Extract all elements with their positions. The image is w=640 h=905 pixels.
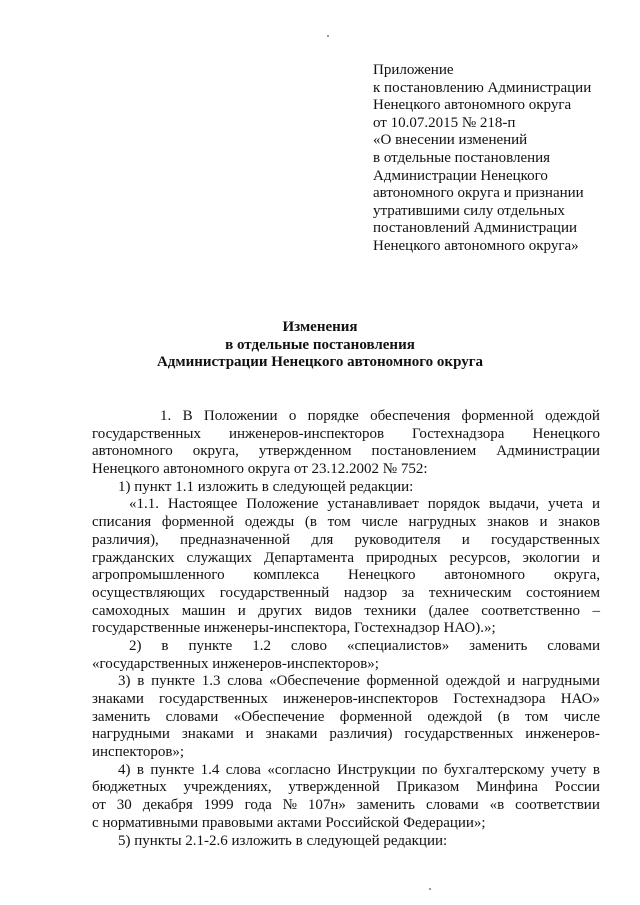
scan-speck	[327, 35, 329, 37]
body-line	[92, 815, 600, 833]
body-line	[92, 709, 600, 727]
body-word: слова	[227, 673, 263, 690]
body-word: заменить	[92, 708, 151, 725]
body-word: пункте	[150, 761, 195, 778]
body-word: техники	[364, 602, 417, 619]
body-word: государственных	[404, 726, 514, 743]
document-body	[92, 408, 600, 850]
header-line: «О внесении изменений	[373, 132, 528, 149]
body-word: порядке	[307, 408, 359, 424]
body-word: одежды	[244, 514, 295, 531]
body-word: (далее	[428, 602, 469, 619]
body-word: агропромышленного	[92, 567, 225, 584]
body-word: том	[525, 708, 549, 725]
body-word: форменной	[161, 514, 235, 531]
title-line: Администрации Ненецкого автономного округа	[156, 354, 484, 371]
body-word: видов	[314, 602, 352, 619]
body-line	[92, 656, 600, 674]
body-word: 107н»	[307, 797, 346, 814]
body-line	[92, 567, 600, 585]
body-word: предназначенной	[179, 531, 291, 548]
body-line	[92, 762, 600, 780]
body-word: бухгалтерскому	[443, 761, 545, 778]
body-word: В	[182, 408, 193, 424]
body-word: соответствии	[515, 797, 600, 814]
body-line	[92, 691, 600, 709]
header-line: Ненецкого автономного округа	[373, 97, 572, 114]
body-word: выдачи,	[488, 496, 540, 513]
body-word: состоянием	[526, 584, 600, 601]
body-line	[92, 744, 600, 762]
body-word: 2)	[129, 637, 142, 654]
title-line: Изменения	[282, 319, 358, 335]
body-line-text: 1) пункт 1.1 изложить в следующей редакции:	[118, 478, 414, 495]
body-word: других	[258, 602, 303, 619]
body-word: форменной	[366, 673, 439, 690]
header-line: от 10.07.2015 № 218-п	[373, 114, 516, 131]
body-word: различия)	[329, 726, 393, 743]
body-word: надзор	[343, 584, 388, 601]
body-word: 30	[116, 797, 132, 814]
body-word: государственный	[219, 584, 330, 601]
body-word: (в	[497, 708, 510, 725]
body-line	[92, 726, 600, 744]
body-word: «согласно	[267, 761, 331, 778]
body-word: Приказом	[396, 779, 460, 796]
body-line	[92, 797, 600, 815]
header-line: постановлений Администрации	[373, 220, 578, 237]
body-word: одеждой	[545, 408, 600, 424]
body-word: и	[591, 496, 600, 513]
body-word: государственных	[158, 691, 268, 707]
body-word: порядок	[427, 496, 481, 513]
header-line: утратившими силу отдельных	[373, 202, 565, 219]
body-line	[92, 673, 600, 691]
body-word: Ненецкого	[532, 425, 600, 442]
body-word: заменить	[469, 637, 528, 654]
body-word: Гостехнадзора	[453, 691, 546, 707]
body-word: №	[282, 797, 297, 814]
body-word: Инструкции	[337, 761, 416, 778]
body-line	[92, 532, 600, 550]
body-line	[92, 443, 600, 461]
header-line: Администрации Ненецкого	[373, 167, 548, 184]
body-word: «в	[489, 797, 505, 814]
body-line-text: инспекторов»;	[92, 744, 185, 761]
body-word: округа,	[192, 443, 239, 460]
body-word: 4)	[118, 761, 131, 778]
body-word: осуществляющих	[92, 584, 206, 601]
title-line: в отдельные постановления	[225, 336, 415, 353]
body-word: учреждениях,	[183, 779, 272, 796]
body-word: в	[137, 673, 145, 690]
body-word: инженеров-инспекторов	[283, 691, 439, 707]
body-word: Департамента	[264, 549, 355, 566]
body-word: машин	[181, 602, 226, 619]
body-line	[92, 496, 600, 514]
body-word: знаков	[558, 514, 600, 531]
body-line	[92, 585, 600, 603]
body-word: и	[245, 726, 254, 743]
body-word: пункте	[151, 673, 195, 690]
body-line	[92, 426, 600, 444]
body-word: нагрудными	[92, 726, 170, 743]
body-word: «Обеспечение	[269, 673, 360, 690]
body-line	[92, 479, 600, 497]
body-word: (в	[304, 514, 317, 531]
body-word: одеждой	[427, 708, 483, 725]
body-word: природных	[366, 549, 438, 566]
body-word: 1999	[203, 797, 234, 814]
body-word: года	[244, 797, 272, 814]
body-word: автономного	[92, 443, 173, 460]
body-word: государственных	[92, 425, 201, 442]
body-word: числе	[361, 514, 398, 531]
body-word: экологии	[522, 549, 580, 566]
body-word: Положение	[246, 496, 319, 513]
body-word: комплекса	[253, 567, 320, 584]
body-word: округа,	[553, 567, 600, 584]
body-line	[92, 603, 600, 621]
body-word: 1.2	[252, 637, 271, 654]
appendix-header	[373, 62, 623, 256]
body-word: Положении	[203, 408, 278, 424]
body-line-text: «государственных инженеров-инспекторов»;	[92, 655, 379, 672]
body-word: постановлением	[371, 443, 477, 460]
body-word: 1.	[160, 408, 172, 424]
body-word: Минфина	[476, 779, 538, 796]
body-word: списания	[92, 514, 152, 531]
scan-speck	[429, 888, 431, 890]
body-word: знаками	[92, 691, 144, 707]
body-word: самоходных	[92, 602, 170, 619]
header-line: в отдельные постановления	[373, 149, 551, 166]
body-line	[92, 620, 600, 638]
body-word: бюджетных	[92, 779, 167, 796]
body-word: форменной	[339, 708, 412, 725]
body-word: словами	[165, 708, 219, 725]
body-word: и	[461, 531, 470, 548]
body-line-text: государственные инженеры-инспектора, Гостехнадзор НАО).»;	[92, 620, 496, 637]
body-word: словами	[425, 797, 479, 814]
body-word: 1.3	[201, 673, 221, 690]
body-word: по	[421, 761, 438, 778]
body-word: слово	[290, 637, 328, 654]
header-line: к постановлению Администрации	[373, 79, 592, 96]
body-word: 1.4	[200, 761, 220, 778]
body-word: различия),	[92, 531, 159, 548]
body-word: и	[539, 514, 548, 531]
body-word: нагрудными	[521, 673, 600, 690]
body-word: том	[327, 514, 351, 531]
body-word: нагрудных	[408, 514, 477, 531]
body-word: декабря	[142, 797, 193, 814]
body-word: и	[507, 673, 516, 690]
body-line	[92, 638, 600, 656]
body-word: заменить	[356, 797, 416, 814]
body-word: знаков	[487, 514, 529, 531]
body-word: утвержденной	[288, 779, 380, 796]
body-word: знаками	[265, 726, 318, 743]
body-word: форменной	[461, 408, 534, 424]
body-word: Гостехнадзора	[412, 425, 505, 442]
body-word: утвержденном	[258, 443, 352, 460]
body-word: учета	[547, 496, 584, 513]
body-word: соответственно	[481, 602, 581, 619]
header-line: Ненецкого автономного округа»	[373, 237, 579, 254]
body-word: числе	[563, 708, 600, 725]
body-word: слова	[225, 761, 261, 778]
body-word: словами	[547, 637, 600, 654]
body-word: в	[136, 761, 144, 778]
body-word: техническим	[428, 584, 512, 601]
body-word: России	[554, 779, 600, 796]
body-word: обеспечения	[370, 408, 451, 424]
body-word: гражданских	[92, 549, 175, 566]
body-word: учету	[550, 761, 587, 778]
body-word: за	[401, 584, 415, 601]
body-line	[92, 514, 600, 532]
body-word: «специалистов»	[346, 637, 450, 654]
body-word: руководителя	[354, 531, 441, 548]
body-line-text: 5) пункты 2.1-2.6 изложить в следующей редакции:	[118, 832, 448, 849]
body-word: пункте	[188, 637, 233, 654]
body-word: Настоящее	[167, 496, 238, 513]
body-line	[92, 461, 600, 479]
body-word: Администрации	[496, 443, 600, 460]
body-word: Ненецкого	[348, 567, 416, 584]
body-word: –	[592, 602, 600, 619]
body-word: одеждой	[445, 673, 501, 690]
body-word: автономного	[444, 567, 526, 584]
body-line	[92, 833, 600, 851]
body-word: инженеров-	[525, 726, 600, 743]
body-word: НАО»	[560, 691, 600, 707]
body-word: в	[161, 637, 169, 654]
body-word: знаками	[181, 726, 234, 743]
body-line	[92, 779, 600, 797]
body-word: государственных	[490, 531, 600, 548]
header-line: автономного округа и признании	[373, 185, 584, 202]
body-word: ресурсов,	[449, 549, 511, 566]
body-word: служащих	[186, 549, 253, 566]
body-word: инженеров-инспекторов	[228, 425, 385, 442]
body-line-text: Ненецкого автономного округа от 23.12.2002 № 752:	[92, 461, 428, 478]
body-word: для	[311, 531, 334, 548]
body-word: о	[288, 408, 297, 424]
body-word: и	[237, 602, 246, 619]
document-title	[0, 319, 640, 372]
body-word: «1.1.	[129, 496, 159, 513]
body-word: «Обеспечение	[233, 708, 325, 725]
body-line	[92, 408, 600, 426]
body-word: от	[92, 797, 106, 814]
body-word: и	[591, 549, 600, 566]
body-line	[92, 550, 600, 568]
header-line: Приложение	[373, 62, 454, 78]
body-word: устанавливает	[327, 496, 419, 513]
body-word: в	[592, 761, 600, 778]
body-word: 3)	[118, 673, 131, 690]
body-line-text: с нормативными правовыми актами Российской Федерации»;	[92, 814, 486, 831]
